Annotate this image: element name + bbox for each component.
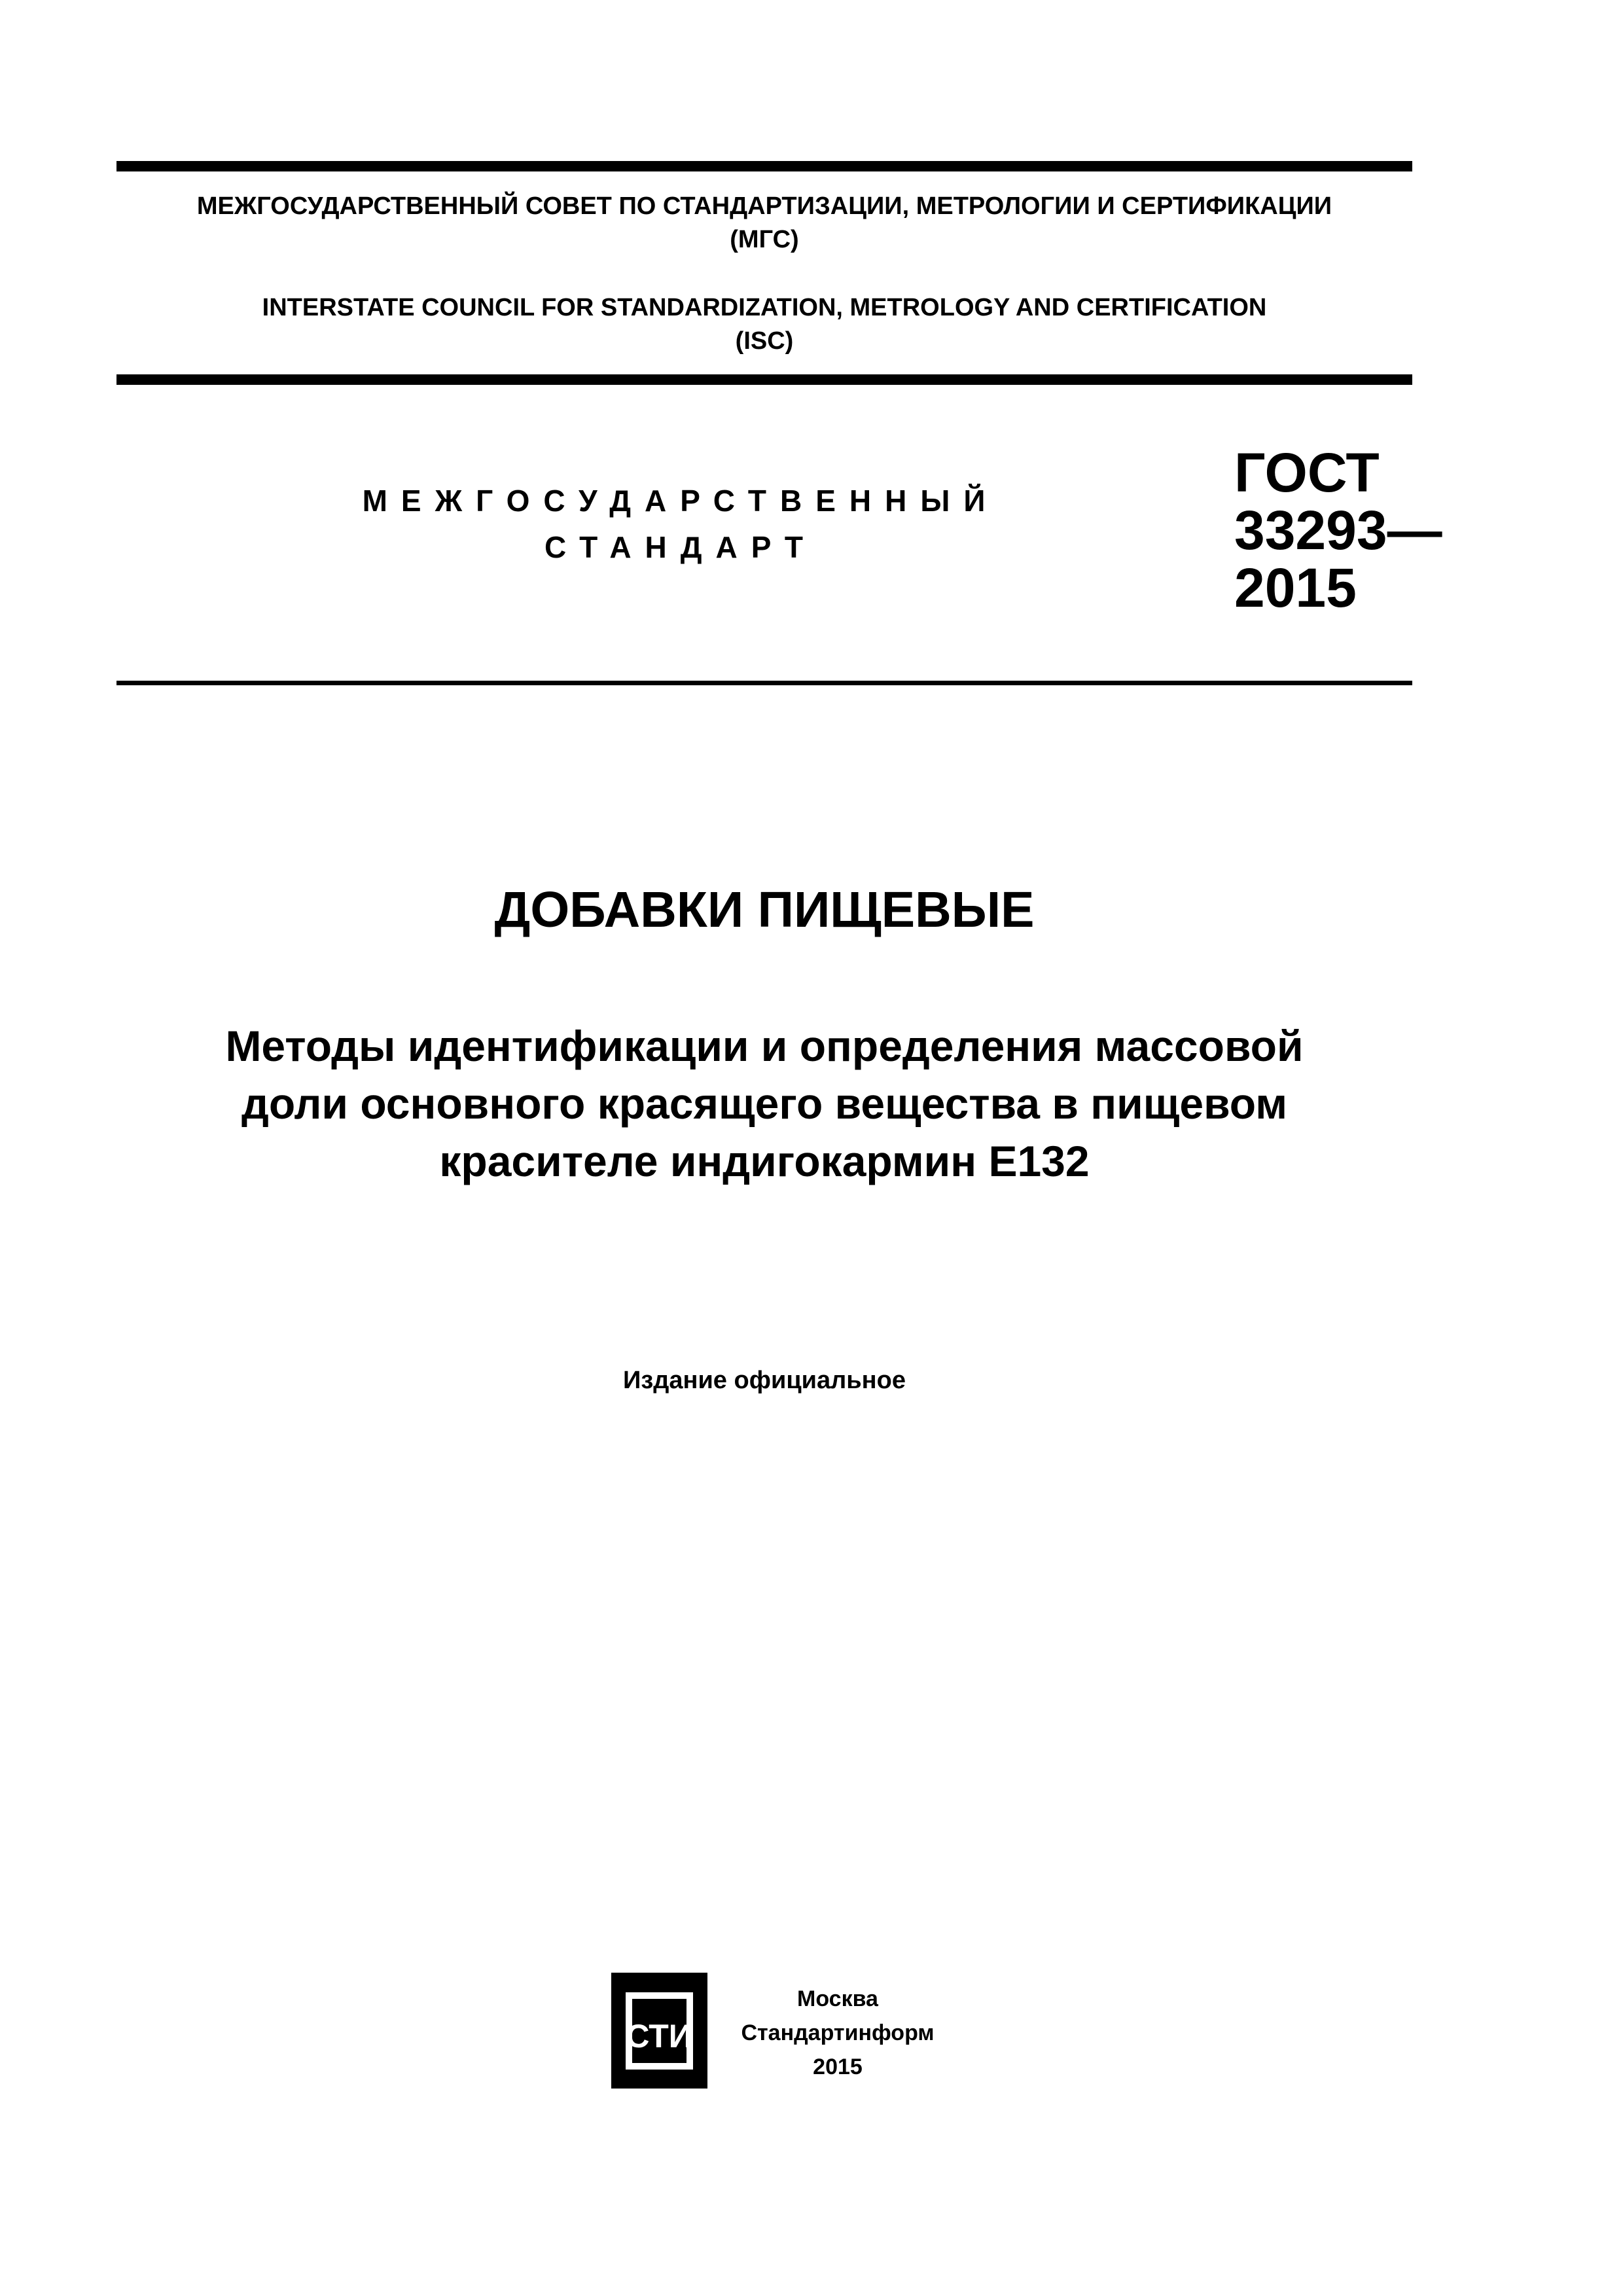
gost-year: 2015 [1234,557,1357,619]
council-name-ru: МЕЖГОСУДАРСТВЕННЫЙ СОВЕТ ПО СТАНДАРТИЗАЦИИ, МЕТРОЛОГИИ И СЕРТИФИКАЦИИ [196,192,1332,220]
document-title: ДОБАВКИ ПИЩЕВЫЕ [494,882,1035,938]
standard-type-line-2: СТАНДАРТ [544,530,817,564]
document-subtitle-line-2: доли основного красящего вещества в пищевом [241,1079,1288,1128]
standard-bottom-rule [116,681,1412,685]
header-bottom-rule-thick [116,374,1412,385]
edition-note: Издание официальное [623,1367,906,1394]
standard-type-line-1: МЕЖГОСУДАРСТВЕННЫЙ [362,484,999,518]
document-subtitle-line-1: Методы идентификации и определения массовой [225,1022,1304,1070]
logo-text: СТИ [626,2018,692,2054]
gost-number: 33293— [1234,499,1442,561]
gost-label: ГОСТ [1234,442,1380,503]
publisher-city: Москва [797,1986,878,2011]
publisher-year: 2015 [813,2054,863,2079]
council-name-en: INTERSTATE COUNCIL FOR STANDARDIZATION, METROLOGY AND CERTIFICATION [262,294,1267,321]
standartinform-logo-icon [609,1970,710,2091]
publisher-name: Стандартинформ [741,2020,935,2045]
document-subtitle-line-3: красителе индигокармин Е132 [439,1137,1090,1185]
council-abbr-en: (ISC) [735,327,794,355]
top-rule-thick [116,161,1412,171]
council-abbr-ru: (МГС) [730,226,799,253]
